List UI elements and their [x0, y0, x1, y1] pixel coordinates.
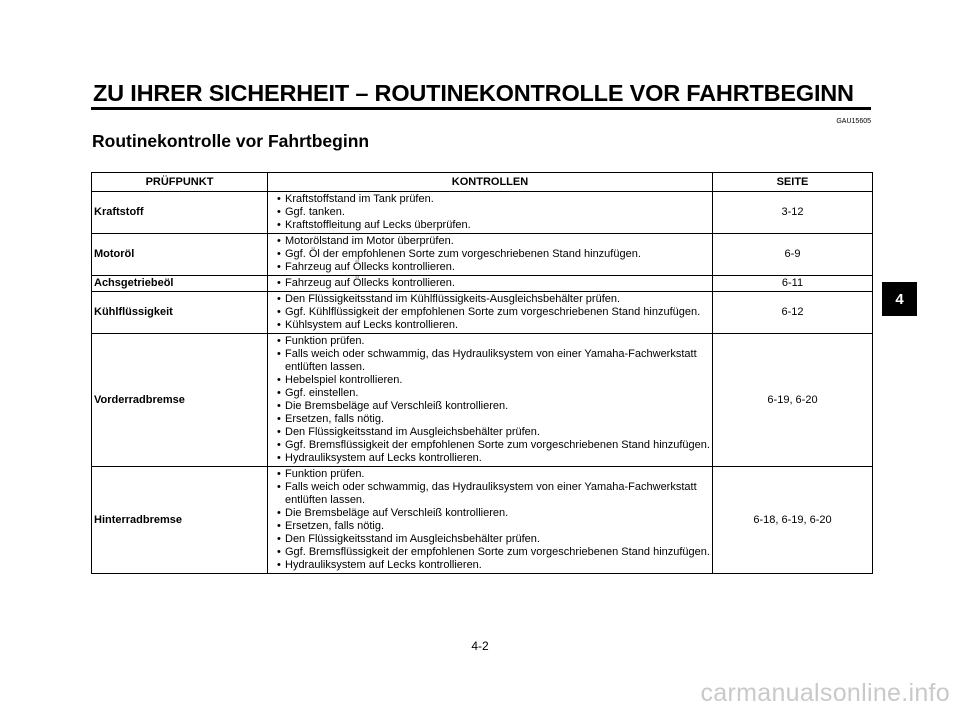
bullet-icon: • [277, 335, 281, 347]
check-list-item [271, 335, 710, 348]
check-pages: 6-19, 6-20 [713, 334, 873, 467]
table-row [92, 276, 873, 292]
check-text: Funktion prüfen. [285, 335, 365, 347]
check-list-item [271, 481, 710, 507]
bullet-icon: • [277, 293, 281, 305]
check-list-item [271, 426, 710, 439]
check-list-item [271, 277, 710, 290]
check-text: Ersetzen, falls nötig. [285, 520, 385, 532]
check-list-item [271, 468, 710, 481]
bullet-icon: • [277, 261, 281, 273]
check-list-item [271, 400, 710, 413]
check-text: Ggf. Öl der empfohlenen Sorte zum vorgeschriebenen Stand hinzufügen. [285, 248, 641, 260]
bullet-icon: • [277, 235, 281, 247]
check-text: Hydrauliksystem auf Lecks kontrollieren. [285, 559, 482, 571]
bullet-icon: • [277, 426, 281, 438]
check-text: Kraftstoffstand im Tank prüfen. [285, 193, 434, 205]
check-list-item [271, 193, 710, 206]
section-title: Routinekontrolle vor Fahrtbeginn [92, 131, 370, 151]
check-list-item [271, 387, 710, 400]
check-list-item [271, 559, 710, 572]
check-text: Falls weich oder schwammig, das Hydrauliksystem von einer Yamaha-Fachwerkstatt entlüften lassen. [285, 481, 697, 506]
bullet-icon: • [277, 306, 281, 318]
check-text: Ersetzen, falls nötig. [285, 413, 385, 425]
bullet-icon: • [277, 387, 281, 399]
check-list [268, 192, 713, 234]
check-text: Ggf. Bremsflüssigkeit der empfohlenen Sorte zum vorgeschriebenen Stand hinzufügen. [285, 546, 710, 558]
check-list-item [271, 248, 710, 261]
bullet-icon: • [277, 319, 281, 331]
check-text: Kühlsystem auf Lecks kontrollieren. [285, 319, 459, 331]
check-list-item [271, 546, 710, 559]
table-row [92, 192, 873, 234]
check-list-item [271, 374, 710, 387]
check-list-item [271, 413, 710, 426]
check-pages: 6-18, 6-19, 6-20 [713, 467, 873, 574]
check-text: Falls weich oder schwammig, das Hydrauliksystem von einer Yamaha-Fachwerkstatt entlüften lassen. [285, 348, 697, 373]
check-text: Fahrzeug auf Öllecks kontrollieren. [285, 261, 455, 273]
inspection-table [91, 172, 873, 574]
check-item-name: Kühlflüssigkeit [92, 292, 268, 334]
check-pages: 3-12 [713, 192, 873, 234]
bullet-icon: • [277, 374, 281, 386]
watermark: carmanualsonline.info [700, 679, 950, 707]
check-text: Motorölstand im Motor überprüfen. [285, 235, 454, 247]
check-list [268, 334, 713, 467]
check-text: Den Flüssigkeitsstand im Ausgleichsbehälter prüfen. [285, 533, 540, 545]
page-header-title: ZU IHRER SICHERHEIT – ROUTINEKONTROLLE VOR FAHRTBEGINN [93, 80, 854, 106]
check-list [268, 467, 713, 574]
check-text: Kraftstoffleitung auf Lecks überprüfen. [285, 219, 471, 231]
table-row [92, 234, 873, 276]
check-list-item [271, 439, 710, 452]
check-list [268, 292, 713, 334]
check-list-item [271, 219, 710, 232]
bullet-icon: • [277, 468, 281, 480]
column-header-item: PRÜFPUNKT [92, 173, 268, 192]
bullet-icon: • [277, 533, 281, 545]
bullet-icon: • [277, 452, 281, 464]
check-pages: 6-12 [713, 292, 873, 334]
bullet-icon: • [277, 507, 281, 519]
header-rule [91, 107, 871, 110]
check-pages: 6-9 [713, 234, 873, 276]
check-text: Ggf. tanken. [285, 206, 345, 218]
bullet-icon: • [277, 400, 281, 412]
bullet-icon: • [277, 559, 281, 571]
bullet-icon: • [277, 439, 281, 451]
check-text: Hebelspiel kontrollieren. [285, 374, 403, 386]
bullet-icon: • [277, 219, 281, 231]
check-list-item [271, 261, 710, 274]
check-list [268, 276, 713, 292]
table-row [92, 292, 873, 334]
check-item-name: Kraftstoff [92, 192, 268, 234]
bullet-icon: • [277, 481, 281, 493]
check-text: Den Flüssigkeitsstand im Ausgleichsbehälter prüfen. [285, 426, 540, 438]
check-text: Ggf. Bremsflüssigkeit der empfohlenen Sorte zum vorgeschriebenen Stand hinzufügen. [285, 439, 710, 451]
check-list [268, 234, 713, 276]
document-code: GAU15605 [836, 118, 871, 125]
check-item-name: Hinterradbremse [92, 467, 268, 574]
page-number: 4-2 [471, 639, 489, 653]
check-item-name: Vorderradbremse [92, 334, 268, 467]
check-text: Die Bremsbeläge auf Verschleiß kontrollieren. [285, 507, 509, 519]
bullet-icon: • [277, 248, 281, 260]
check-text: Ggf. Kühlflüssigkeit der empfohlenen Sorte zum vorgeschriebenen Stand hinzufügen. [285, 306, 701, 318]
bullet-icon: • [277, 193, 281, 205]
bullet-icon: • [277, 413, 281, 425]
table-row [92, 467, 873, 574]
check-text: Die Bremsbeläge auf Verschleiß kontrollieren. [285, 400, 509, 412]
check-list-item [271, 520, 710, 533]
check-list-item [271, 306, 710, 319]
check-pages: 6-11 [713, 276, 873, 292]
bullet-icon: • [277, 520, 281, 532]
check-list-item [271, 319, 710, 332]
table-header-row [92, 173, 873, 192]
bullet-icon: • [277, 546, 281, 558]
check-list-item [271, 348, 710, 374]
check-list-item [271, 206, 710, 219]
check-text: Ggf. einstellen. [285, 387, 359, 399]
column-header-checks: KONTROLLEN [268, 173, 713, 192]
check-text: Den Flüssigkeitsstand im Kühlflüssigkeits-Ausgleichsbehälter prüfen. [285, 293, 621, 305]
check-list-item [271, 293, 710, 306]
check-list-item [271, 452, 710, 465]
table-row [92, 334, 873, 467]
check-list-item [271, 235, 710, 248]
check-text: Funktion prüfen. [285, 468, 365, 480]
check-item-name: Motoröl [92, 234, 268, 276]
check-list-item [271, 533, 710, 546]
check-item-name: Achsgetriebeöl [92, 276, 268, 292]
column-header-pages: SEITE [713, 173, 873, 192]
check-text: Hydrauliksystem auf Lecks kontrollieren. [285, 452, 482, 464]
chapter-tab: 4 [882, 282, 917, 316]
check-text: Fahrzeug auf Öllecks kontrollieren. [285, 277, 455, 289]
bullet-icon: • [277, 348, 281, 360]
check-list-item [271, 507, 710, 520]
bullet-icon: • [277, 277, 281, 289]
bullet-icon: • [277, 206, 281, 218]
